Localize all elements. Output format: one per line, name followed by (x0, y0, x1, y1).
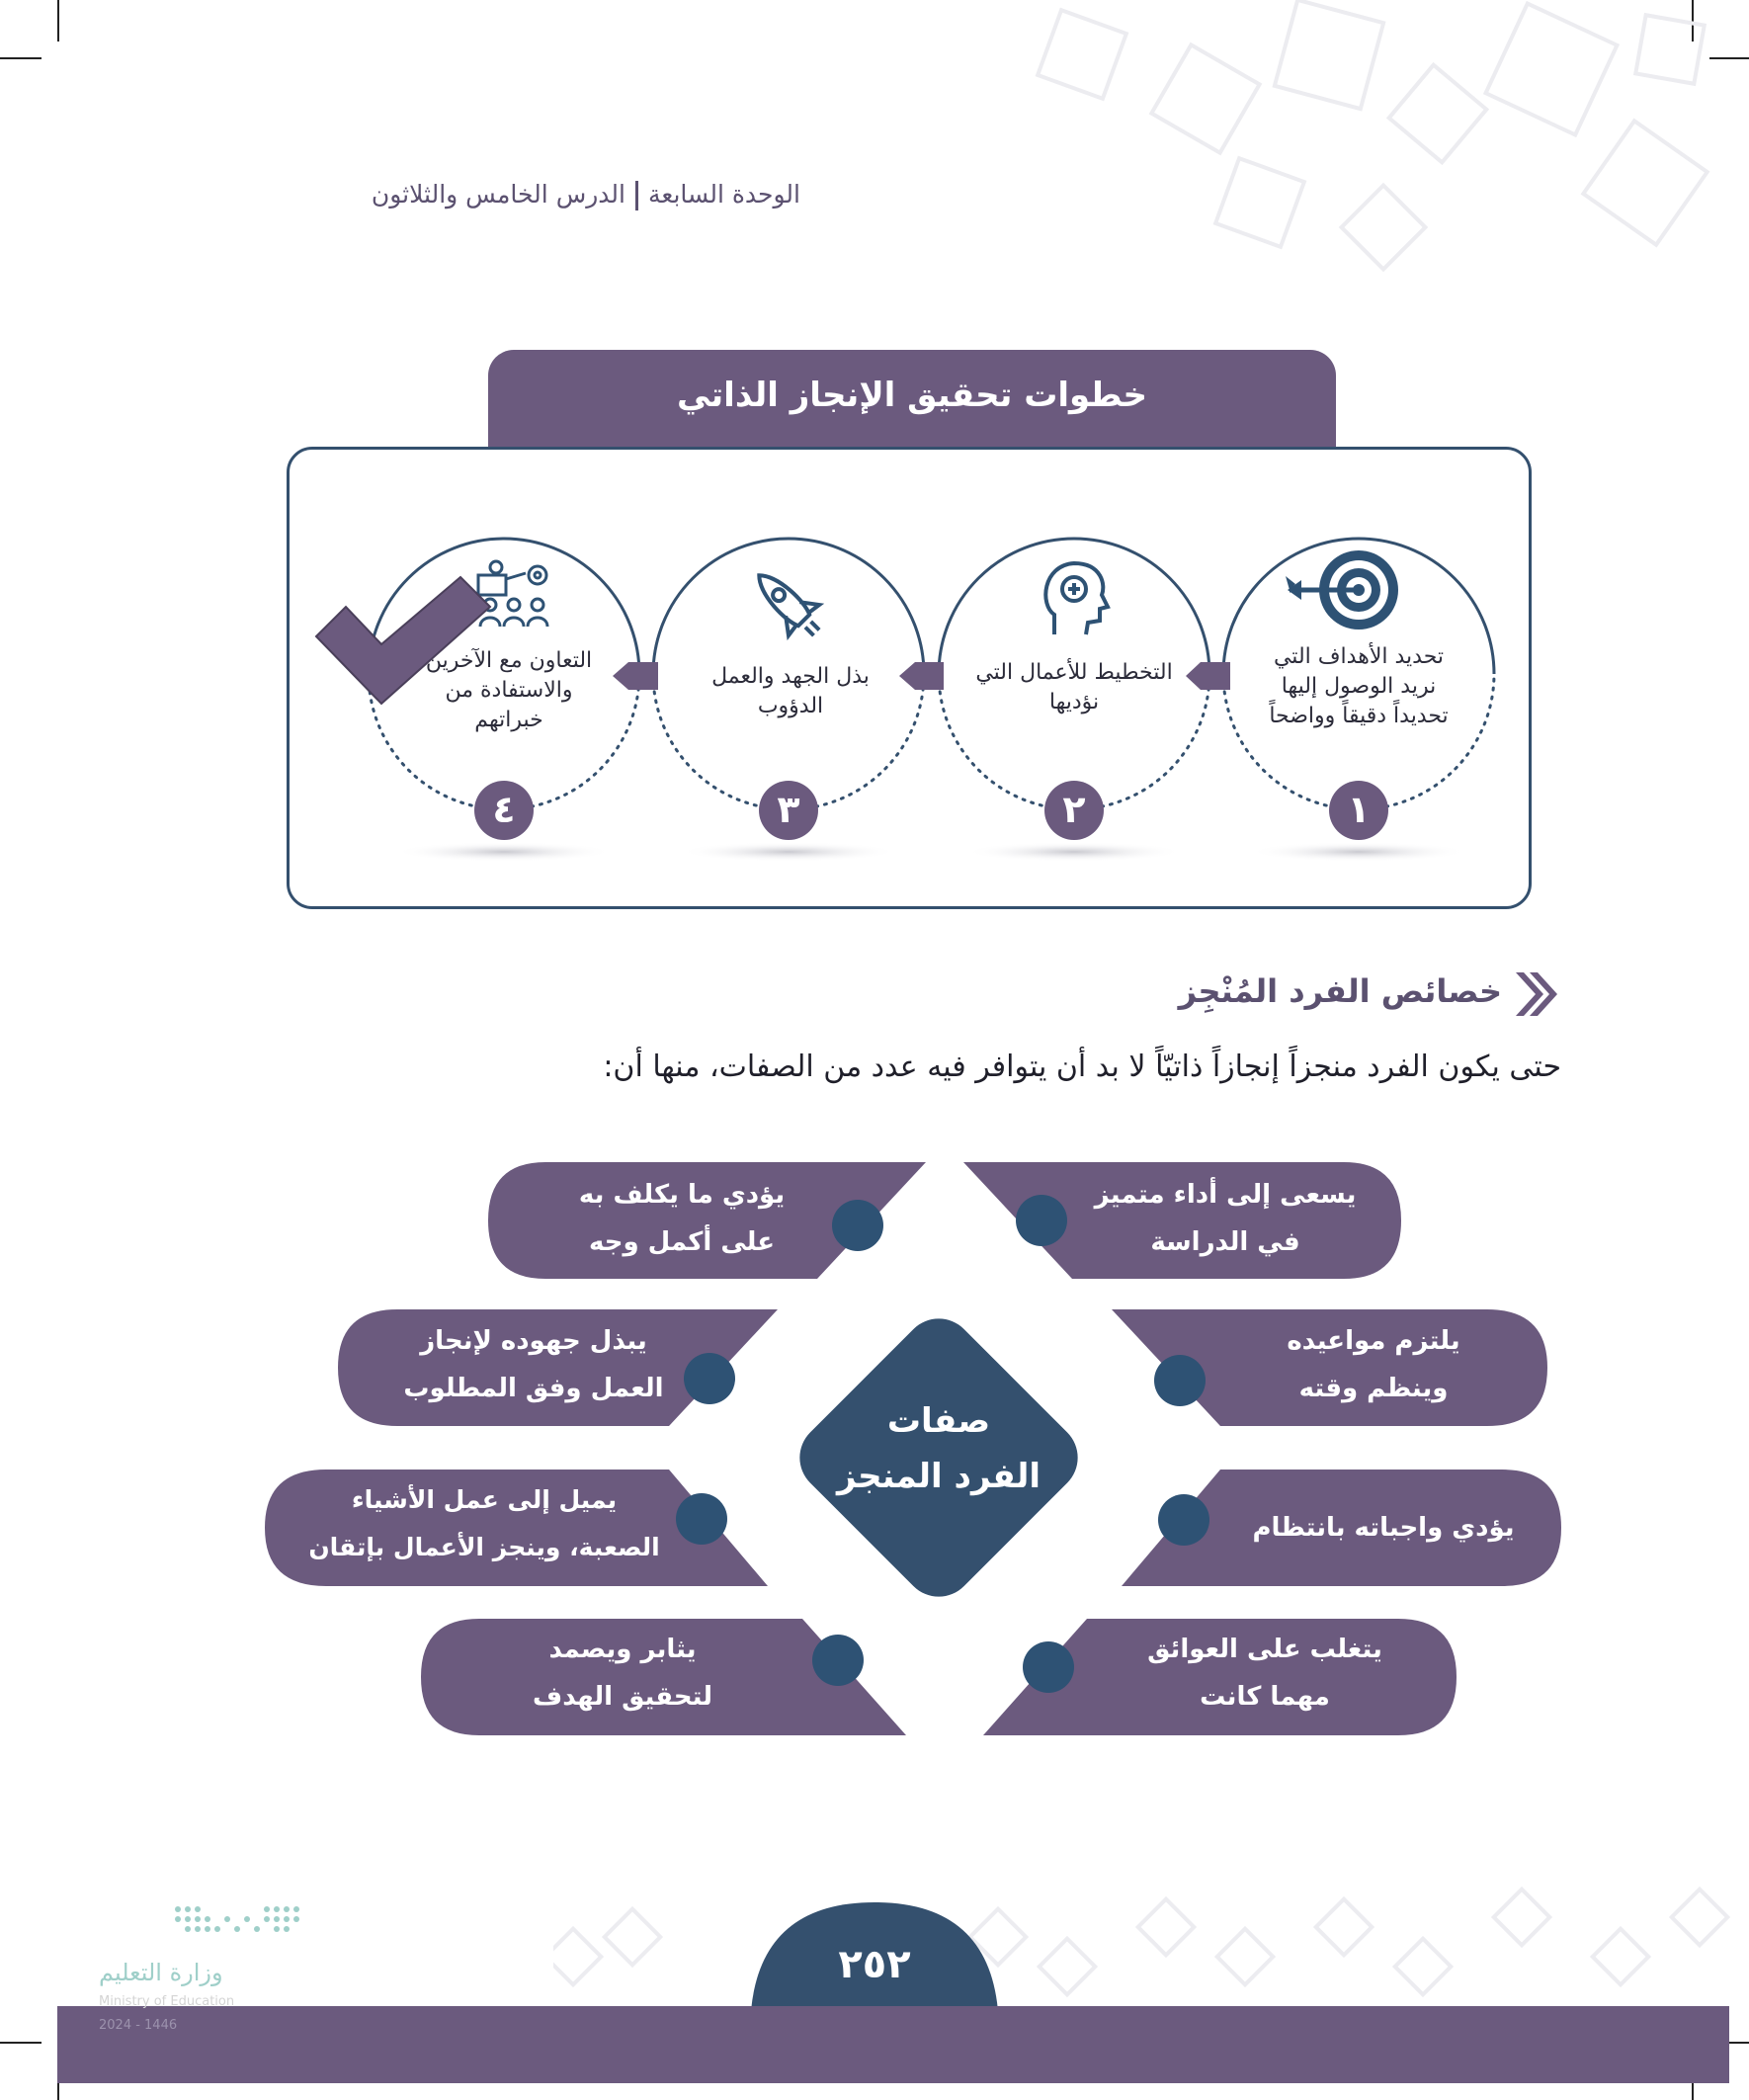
center-title-line: الفرد المنجز (836, 1457, 1041, 1496)
page-number: ٢٥٢ (838, 1942, 911, 1987)
trait-left-4 (474, 1626, 771, 1721)
trait-line: يثابر ويصمد (548, 1635, 697, 1664)
step-2-text: التخطيط للأعمال التي نؤديها (975, 660, 1173, 714)
trait-right-1 (1077, 1171, 1374, 1266)
center-title-line: صفات (886, 1401, 991, 1441)
trait-line: مهما كانت (1200, 1682, 1330, 1712)
footer-pattern (553, 1878, 1739, 2016)
trait-right-3 (1225, 1504, 1541, 1552)
step-4-text: التعاون مع الآخرين والاستفادة من خبراتهم (425, 648, 593, 732)
steps-title: خطوات تحقيق الإنجاز الذاتي (677, 376, 1147, 415)
trait-line: يبذل جهوده لإنجاز (420, 1326, 647, 1356)
footer-bar (57, 2006, 1729, 2083)
edition-year: 2024 - 1446 (99, 2018, 178, 2033)
trait-line: لتحقيق الهدف (533, 1682, 712, 1712)
trait-left-2 (375, 1317, 692, 1412)
trait-line: يلتزم مواعيده (1287, 1326, 1460, 1356)
trait-dot (1023, 1641, 1074, 1693)
ministry-name-ar: وزارة التعليم (99, 1959, 223, 1986)
trait-line: في الدراسة (1150, 1227, 1300, 1257)
trait-line: يميل إلى عمل الأشياء (351, 1485, 618, 1514)
trait-right-4 (1097, 1626, 1433, 1721)
ministry-logo (168, 1897, 326, 1957)
trait-right-2 (1225, 1317, 1522, 1412)
trait-line: على أكمل وجه (588, 1227, 776, 1257)
trait-line: العمل وفق المطلوب (403, 1374, 664, 1403)
trait-dot (1154, 1355, 1206, 1406)
step-2-number: ٢ (1044, 781, 1104, 840)
trait-line: يؤدي واجباته بانتظام (1252, 1513, 1515, 1543)
step-3-number: ٣ (759, 781, 818, 840)
trait-line: يؤدي ما يكلف به (578, 1180, 786, 1210)
trait-dot (1158, 1494, 1209, 1546)
unit-title: الوحدة السابعة (647, 180, 800, 209)
intro-paragraph: حتى يكون الفرد منجزاً إنجازاً ذاتيّاً لا بد أن يتوافر فيه عدد من الصفات، منها أن: (603, 1050, 1561, 1084)
ministry-name-en: Ministry of Education (99, 1994, 235, 2009)
trait-left-3 (277, 1476, 692, 1571)
step-1-number: ١ (1329, 781, 1388, 840)
lesson-title: الدرس الخامس والثلاثون (371, 180, 625, 209)
trait-dot (832, 1200, 883, 1251)
trait-line: الصعبة، وينجز الأعمال بإتقان (308, 1533, 660, 1561)
trait-left-1 (534, 1171, 830, 1266)
step-3-text: بذل الجهد والعمل الدؤوب (711, 664, 870, 718)
trait-dot (1016, 1195, 1067, 1246)
trait-line: يسعى إلى أداء متميز (1094, 1180, 1357, 1210)
trait-line: وينظم وقته (1298, 1374, 1449, 1403)
section-heading: خصائص الفرد المُنْجِز (1178, 972, 1502, 1010)
trait-line: يتغلب على العوائق (1147, 1635, 1382, 1664)
step-4-number: ٤ (474, 781, 534, 840)
step-1-text: تحديد الأهداف التي نريد الوصول إليها تحديداً دقيقاً وواضحاً (1269, 644, 1449, 728)
trait-dot (812, 1635, 864, 1686)
